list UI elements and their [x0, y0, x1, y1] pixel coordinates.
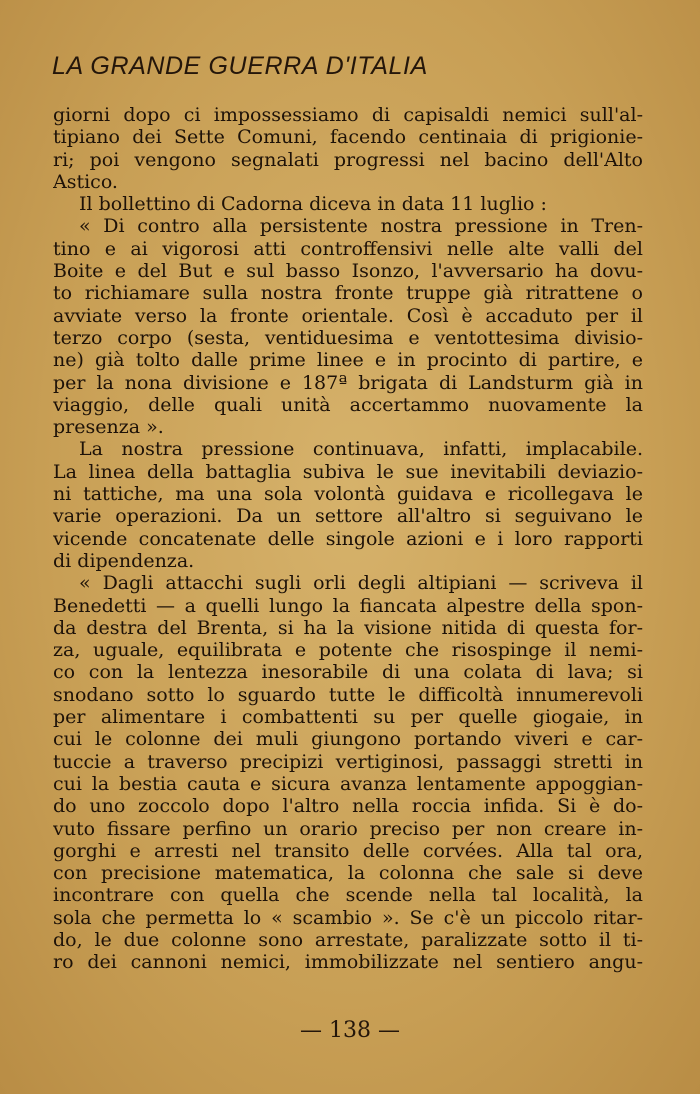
body-text — [53, 104, 643, 974]
text-line: do, le due colonne sono arrestate, paralizzate sotto il ti- — [53, 928, 643, 951]
text-line: cui le colonne dei muli giungono portando viveri e car- — [53, 728, 643, 751]
text-line: per alimentare i combattenti su per quelle giogaie, in — [53, 706, 643, 729]
text-line: avviate verso la fronte orientale. Così è accaduto per il — [53, 304, 643, 327]
text-line: za, uguale, equilibrata e potente che risospinge il nemi- — [53, 639, 643, 662]
text-line: « Di contro alla persistente nostra pressione in Tren- — [79, 215, 643, 238]
text-line: ne) già tolto dalle prime linee e in procinto di partire, e — [53, 349, 643, 372]
text-line: presenza ». — [53, 416, 164, 439]
text-line: do uno zoccolo dopo l'altro nella roccia infida. Si è do- — [53, 795, 643, 818]
text-line: co con la lentezza inesorabile di una colata di lava; si — [53, 661, 643, 684]
text-line: ro dei cannoni nemici, immobilizzate nel sentiero angu- — [53, 951, 643, 974]
text-line: Astico. — [53, 170, 118, 193]
text-line: « Dagli attacchi sugli orli degli altipiani — scriveva il — [79, 572, 643, 595]
text-line: varie operazioni. Da un settore all'altro si seguivano le — [53, 505, 643, 528]
text-line: snodano sotto lo sguardo tutte le difficoltà innumerevoli — [53, 683, 643, 706]
text-line: vuto fissare perfino un orario preciso per non creare in- — [53, 817, 643, 840]
text-line: La nostra pressione continuava, infatti, implacabile. — [79, 438, 643, 461]
text-line: tuccie a traverso precipizi vertiginosi, passaggi stretti in — [53, 750, 643, 773]
text-line: tipiano dei Sette Comuni, facendo centinaia di prigionie- — [53, 126, 643, 149]
text-line: Boite e del But e sul basso Isonzo, l'avversario ha dovu- — [53, 260, 643, 283]
page-number: — 138 — — [300, 1018, 400, 1043]
text-line: vicende concatenate delle singole azioni e i loro rapporti — [53, 527, 643, 550]
text-line: Benedetti — a quelli lungo la fiancata alpestre della spon- — [53, 594, 643, 617]
text-line: sola che permetta lo « scambio ». Se c'è un piccolo ritar- — [53, 906, 643, 929]
text-line: ri; poi vengono segnalati progressi nel bacino dell'Alto — [53, 148, 643, 171]
text-line: cui la bestia cauta e sicura avanza lentamente appoggian- — [53, 772, 643, 795]
text-line: ni tattiche, ma una sola volontà guidava e ricollegava le — [53, 483, 643, 506]
text-line: viaggio, delle quali unità accertammo nuovamente la — [53, 393, 643, 416]
text-line: giorni dopo ci impossessiamo di capisaldi nemici sull'al- — [53, 104, 643, 126]
text-line: con precisione matematica, la colonna che sale si deve — [53, 862, 643, 885]
text-line: gorghi e arresti nel transito delle corvées. Alla tal ora, — [53, 839, 643, 862]
text-line: to richiamare sulla nostra fronte truppe già ritrattene o — [53, 282, 643, 305]
text-line: da destra del Brenta, si ha la visione nitida di questa for- — [53, 616, 643, 639]
text-line: di dipendenza. — [53, 549, 195, 572]
text-line: incontrare con quella che scende nella tal località, la — [53, 884, 643, 907]
text-line: La linea della battaglia subiva le sue inevitabili deviazio- — [53, 460, 643, 483]
text-line: per la nona divisione e 187ª brigata di Landsturm già in — [53, 371, 643, 394]
text-line: terzo corpo (sesta, ventiduesima e ventottesima divisio- — [53, 326, 643, 349]
text-line: Il bollettino di Cadorna diceva in data 11 luglio : — [79, 193, 547, 216]
text-line: tino e ai vigorosi atti controffensivi nelle alte valli del — [53, 237, 643, 260]
running-head-title: LA GRANDE GUERRA D'ITALIA — [52, 52, 428, 80]
